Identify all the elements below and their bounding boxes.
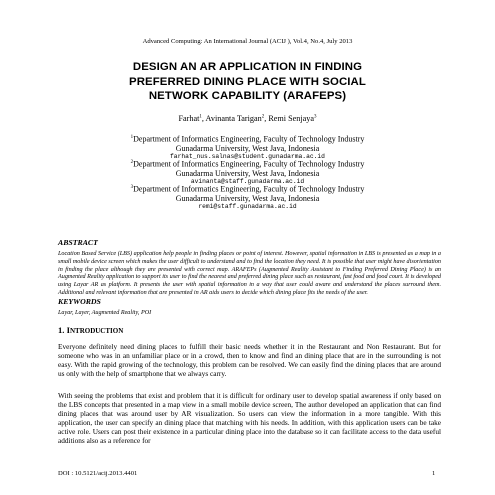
introduction-heading <box>58 325 123 335</box>
author-list: Farhat$^1$, Avinanta Tarigan$^2$, Remi Senjaya$^3$ <box>178 114 317 123</box>
affiliation-2-univ: Gunadarma University, West Java, Indonesia <box>175 168 320 178</box>
page-number: 1 <box>432 470 436 477</box>
affiliation-1-email: farhat_nus.salnas@student.gunadarma.ac.id <box>170 153 325 161</box>
affiliation-2-sup: 2 <box>130 160 134 165</box>
author-1: Farhat <box>178 114 200 123</box>
affiliation-3-sup: 3 <box>130 185 134 190</box>
keywords-text: Layar, Layer, Augmented Reality, POI <box>58 310 152 316</box>
title-line-2: PREFERRED DINING PLACE WITH SOCIAL <box>129 75 366 88</box>
affiliation-2-email: avinanta@staff.gunadarma.ac.id <box>190 178 305 186</box>
doi-footer: DOI : 10.5121/acij.2013.4401 <box>58 470 138 477</box>
author-3-sup: 3 <box>314 114 317 120</box>
affiliation-2-dept: Department of Informatics Engineering, Faculty of Technology Industry <box>133 159 365 169</box>
intro-number: 1. <box>58 325 65 335</box>
intro-paragraph-1: Everyone definitely need dining places to fulfill their basic needs whether it in the Restaurant and Non Restaurant. But for someone who was in an unfamiliar place or in a crowd, then to know and find an dining place that are in the surrounding is not easy. With the rapid growing of the technology, this problem can be resolved. We can easily find the dining places that are around us only with the help of smartphone that we always carry. <box>58 342 441 379</box>
affiliation-3-email: remi@staff.gunadarma.ac.id <box>198 203 297 211</box>
affiliation-1 <box>40 133 455 161</box>
affiliation-3-univ: Gunadarma University, West Java, Indonesia <box>175 193 320 203</box>
title-line-1: DESIGN AN AR APPLICATION IN FINDING <box>132 61 363 73</box>
affiliation-2 <box>40 158 455 186</box>
affiliation-3-dept: Department of Informatics Engineering, Faculty of Technology Industry <box>133 184 365 194</box>
intro-first-letter: I <box>66 325 70 335</box>
abstract-heading: ABSTRACT <box>58 238 98 247</box>
intro-rest: NTRODUCTION <box>69 327 124 335</box>
affiliation-1-univ: Gunadarma University, West Java, Indonesia <box>175 143 320 153</box>
keywords-heading: KEYWORDS <box>58 297 101 306</box>
author-3: Remi Senjaya <box>268 114 315 123</box>
affiliation-1-sup: 1 <box>130 135 134 140</box>
affiliation-3 <box>40 183 455 211</box>
title-line-3: NETWORK CAPABILITY (ARAFEPS) <box>148 90 347 102</box>
author-2: Avinanta Tarigan <box>205 114 262 123</box>
journal-header: Advanced Computing: An International Journal (ACIJ ), Vol.4, No.4, July 2013 <box>142 38 353 45</box>
abstract-text: Location Based Service (LBS) application help people in finding places or point of interest. However, spatial information in LBS is presented as a map in a small mobile device screen which makes the user difficult to understand and to find the location they need. It is possible that user might have disorientation in finding the place although they are presented with correct map. ARAFEPs (Augmented Reality Assistant to Finding Preferred Dining Place) is an Augmented Reality application to support its user to find the nearest and preferred dining place such as restaurant, fast food and food court. It is developed using Layar AR as platform. It presents the user with spatial information in a way that user could aware and understand the places surround them. Additional and relevant information that are presented in AR aids users to decide which dining place fits the needs of the user. <box>58 251 441 296</box>
intro-paragraph-2: With seeing the problems that exist and problem that it is difficult for ordinary user to develop spatial awareness if only based on the LBS concepts that presented in a map view in a small mobile device screen, The author developed an application that can find dining places that was around user by AR visualization. So users can view the information in a more tangible. With this application, the user can specify an dining place that matching with his needs. In addition, with this application users can be take active role. Users can post their existence in a particular dining place into the database so it can facilitate access to the data useful additions also as a reference for <box>58 391 441 446</box>
affiliation-1-dept: Department of Informatics Engineering, Faculty of Technology Industry <box>133 134 365 144</box>
paper-title <box>60 60 435 104</box>
author-2-sup: 2 <box>261 114 265 120</box>
author-1-sup: 1 <box>199 114 202 120</box>
